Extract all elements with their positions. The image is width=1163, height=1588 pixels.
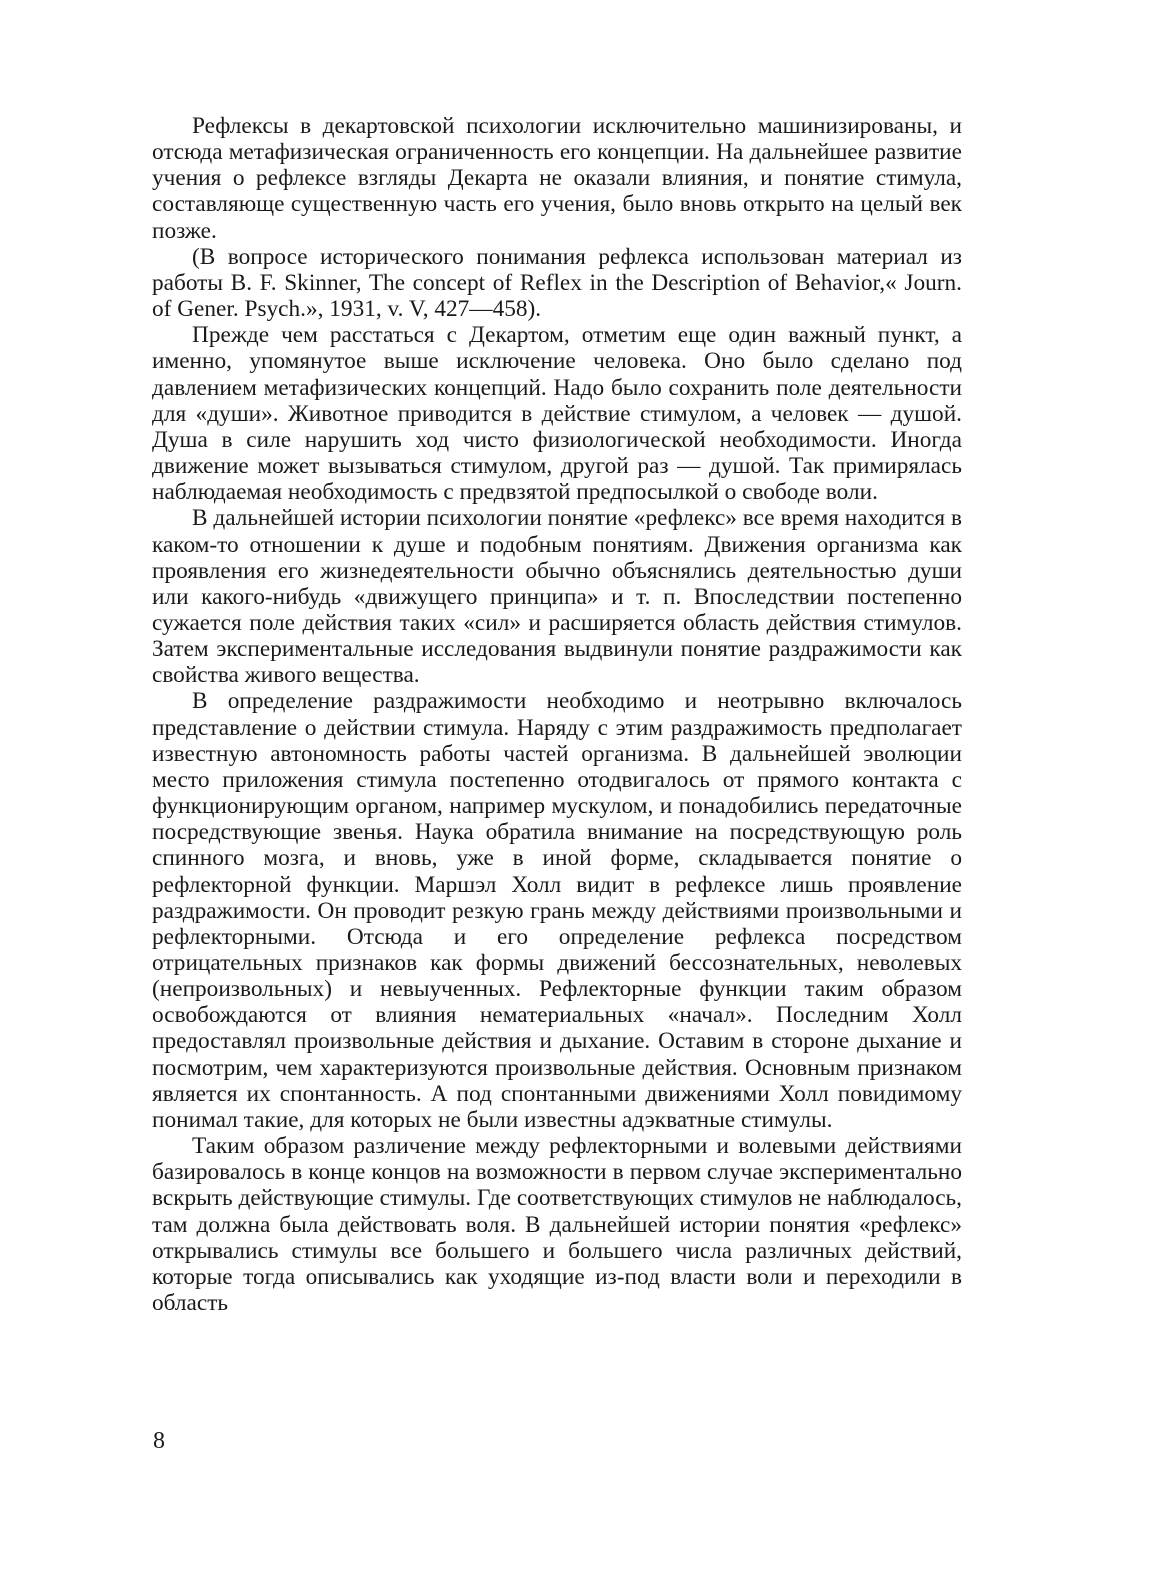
page-number: 8 — [153, 1428, 165, 1454]
body-text — [152, 113, 962, 1316]
paragraph-6: Таким образом различение между рефлекторными и волевыми действиями базировалось в конце концов на возможности в первом случае экспериментально вскрыть действующие стимулы. Где соответствующих стимулов не наблюдалось, там должна была действовать воля. В дальнейшей истории понятия «рефлекс» открывались стимулы все большего и большего числа различных действий, которые тогда описывались как уходящие из-под власти воли и переходили в область — [152, 1133, 962, 1317]
paragraph-4: В дальнейшей истории психологии понятие «рефлекс» все время находится в каком-то отношении к душе и подобным понятиям. Движения организма как проявления его жизнедеятельности обычно объяснялись деятельностью души или какого-нибудь «движущего принципа» и т. п. Впоследствии постепенно сужается поле действия таких «сил» и расширяется область действия стимулов. Затем экспериментальные исследования выдвинули понятие раздражимости как свойства живого вещества. — [152, 505, 962, 689]
paragraph-3: Прежде чем расстаться с Декартом, отметим еще один важный пункт, а именно, упомянутое выше исключение человека. Оно было сделано под давлением метафизических концепций. Надо было сохранить поле деятельности для «души». Животное приводится в действие стимулом, а человек — душой. Душа в силе нарушить ход чисто физиологической необходимости. Иногда движение может вызываться стимулом, другой раз — душой. Так примирялась наблюдаемая необходимость с предвзятой предпосылкой о свободе воли. — [152, 322, 962, 506]
paragraph-5: В определение раздражимости необходимо и неотрывно включалось представление о действии стимула. Наряду с этим раздражимость предполагает известную автономность работы частей организма. В дальнейшей эволюции место приложения стимула постепенно отодвигалось от прямого контакта с функционирующим органом, например мускулом, и понадобились передаточные посредствующие звенья. Наука обратила внимание на посредствующую роль спинного мозга, и вновь, уже в иной форме, складывается понятие о рефлекторной функции. Маршэл Холл видит в рефлексе лишь проявление раздражимости. Он проводит резкую грань между действиями произвольными и рефлекторными. Отсюда и его определение рефлекса посредством отрицательных признаков как формы движений бессознательных, неволевых (непроизвольных) и невыученных. Рефлекторные функции таким образом освобождаются от влияния нематериальных «начал». Последним Холл предоставлял произвольные действия и дыхание. Оставим в стороне дыхание и посмотрим, чем характеризуются произвольные действия. Основным признаком является их спонтанность. А под спонтанными движениями Холл повидимому понимал такие, для которых не были известны адэкватные стимулы. — [152, 688, 962, 1133]
paragraph-1: Рефлексы в декартовской психологии исключительно машинизированы, и отсюда метафизическая ограниченность его концепции. На дальнейшее развитие учения о рефлексе взгляды Декарта не оказали влияния, и понятие стимула, составляюще существенную часть его учения, было вновь открыто на целый век позже. — [152, 113, 962, 244]
paragraph-2-source-note: (В вопросе исторического понимания рефлекса использован материал из работы B. F. Skinner, The concept of Reflex in the Description of Behavior,« Journ. of Gener. Psych.», 1931, v. V, 427—458). — [152, 243, 962, 323]
